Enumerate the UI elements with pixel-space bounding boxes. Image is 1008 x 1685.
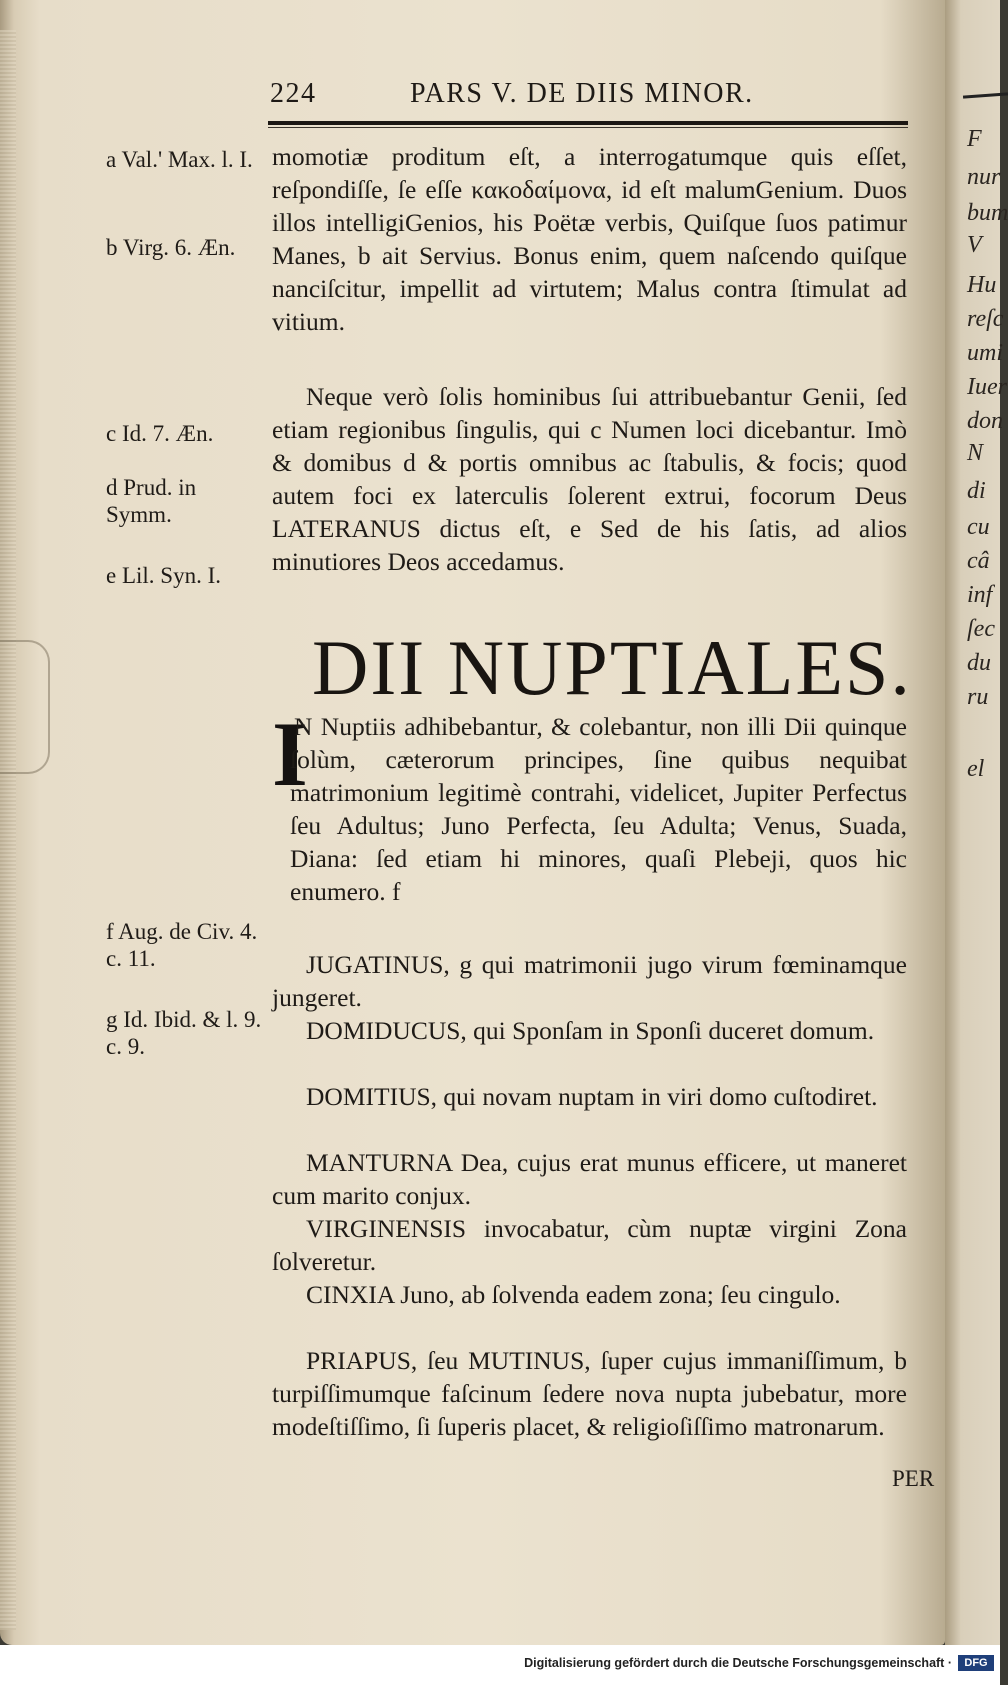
adjacent-fragment: cu	[967, 514, 990, 540]
paragraph-3	[290, 710, 907, 908]
margin-note-c: c Id. 7. Æn.	[106, 421, 214, 446]
margin-note-b: b Virg. 6. Æn.	[106, 235, 236, 260]
paragraph-3-text: N Nuptiis adhibebantur, & colebantur, non illi Dii quinque ſolùm, cæterorum principes, ſine quibus nequibat matrimonium legitimè contrahi, videlicet, Jupiter Perfectus ſeu Adultus; Juno Perfecta, ſeu Adulta; Venus, Suada, Diana: ſed etiam hi minores, quaſi Plebeji, quos hic enumero. f	[290, 712, 907, 906]
header-rule-thin	[268, 127, 908, 128]
adjacent-fragment: el	[967, 756, 985, 782]
adjacent-fragment: umi	[967, 340, 1003, 366]
adjacent-fragment: du	[967, 650, 991, 676]
running-head	[270, 78, 810, 112]
adjacent-fragment: câ	[967, 548, 990, 574]
margin-note-g: g Id. Ibid. & l. 9. c. 9.	[106, 1007, 262, 1059]
paragraph-1: momotiæ proditum eſt, a interrogatumque quis eſſet, reſpondiſſe, ſe eſſe κακοδαίμονα, id eſt malumGenium. Duos illos intelligiGenios, his Poëtæ verbis, Quiſque ſuos patimur Manes, b ait Servius. Bonus enim, quem naſcendo quiſque nanciſcitur, impellit ad virtutem; Malus contra ſtimulat ad vitium.	[272, 142, 907, 336]
adjacent-fragment: Hu	[967, 272, 997, 298]
margin-note-e: e Lil. Syn. I.	[106, 563, 221, 588]
entry-manturna: MANTURNA Dea, cujus erat munus efficere, ut maneret cum marito conjux.	[272, 1148, 907, 1210]
adjacent-fragment: N	[967, 440, 984, 466]
entry-jugatinus: JUGATINUS, g qui matrimonii jugo virum fœminamque jungeret.	[272, 950, 907, 1012]
adjacent-page-rule	[963, 92, 1008, 98]
footer-bar	[0, 1645, 1000, 1685]
drop-cap: I	[272, 703, 308, 805]
section-heading: DII NUPTIALES.	[312, 624, 912, 711]
entry-cinxia: CINXIA Juno, ab ſolvenda eadem zona; ſeu cingulo.	[306, 1280, 841, 1309]
funding-notice: Digitalisierung gefördert durch die Deutsche Forschungsgemeinschaft ·	[524, 1656, 952, 1670]
entry-domitius: DOMITIUS, qui novam nuptam in viri domo cuſtodiret.	[306, 1082, 878, 1111]
margin-note-f: f Aug. de Civ. 4. c. 11.	[106, 919, 258, 971]
adjacent-fragment: di	[967, 478, 986, 504]
adjacent-fragment: ſec	[967, 616, 995, 642]
adjacent-fragment: bum	[967, 200, 1008, 226]
entry-domiducus: DOMIDUCUS, qui Sponſam in Sponſi duceret domum.	[306, 1016, 875, 1045]
page-fore-edge	[0, 30, 16, 1630]
adjacent-fragment: F	[967, 126, 982, 152]
adjacent-fragment: ru	[967, 684, 989, 710]
adjacent-fragment: reſc	[967, 306, 1004, 332]
entry-priapus: PRIAPUS, ſeu MUTINUS, ſuper cujus immaniſſimum, b turpiſſimumque faſcinum ſedere nova nupta jubebatur, more modeſtiſſimo, ſi ſuperis placet, & religioſiſſimo matronarum.	[272, 1346, 907, 1441]
header-rule	[268, 121, 908, 125]
catchword: PER	[892, 1466, 935, 1491]
entry-virginensis: VIRGINENSIS invocabatur, cùm nuptæ virgini Zona ſolveretur.	[272, 1214, 907, 1276]
page-number: 224	[270, 78, 317, 109]
adjacent-fragment: Iuer	[967, 374, 1007, 400]
dfg-logo: DFG	[958, 1655, 994, 1671]
adjacent-fragment: V	[967, 232, 982, 258]
adjacent-page-edge	[945, 0, 1008, 1645]
adjacent-fragment: don	[967, 408, 1003, 434]
margin-note-d: d Prud. in Symm.	[106, 475, 197, 527]
adjacent-fragment: inf	[967, 582, 993, 608]
running-title: PARS V. DE DIIS MINOR.	[410, 78, 754, 109]
paragraph-2: Neque verò ſolis hominibus ſui attribuebantur Genii, ſed etiam regionibus ſingulis, qui c Numen loci dicebantur. Imò & domibus d & portis omnibus ac ſtabulis, & focis; quod autem foci ex laterculis ſolerent extrui, focorum Deus LATERANUS dictus eſt, e Sed de his ſatis, ad alios minutiores Deos accedamus.	[272, 382, 907, 576]
adjacent-fragment: nur	[967, 164, 1001, 190]
margin-note-a: a Val.' Max. l. I.	[106, 147, 253, 172]
clip-shadow	[0, 640, 50, 774]
